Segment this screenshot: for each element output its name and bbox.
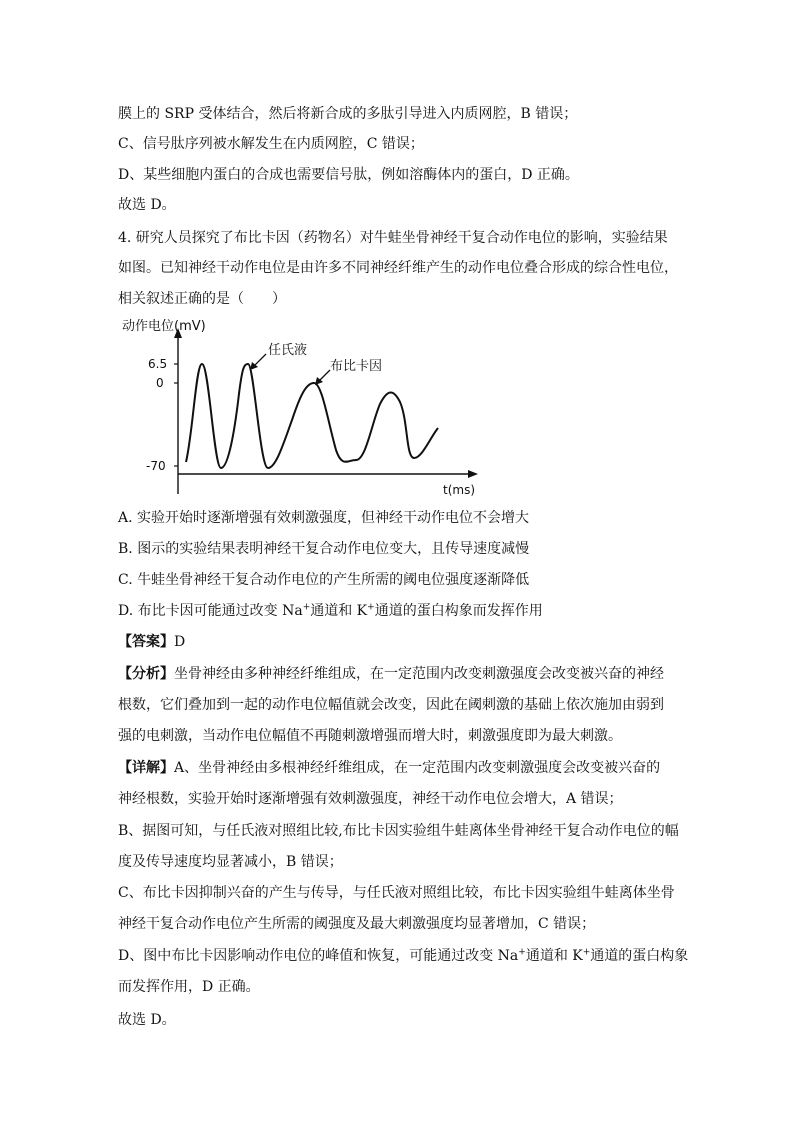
y-axis-label: 动作电位(mV) (122, 319, 206, 334)
answer-line (118, 632, 185, 652)
y-tick-label: -70 (146, 459, 166, 473)
question-stem: 如图。已知神经干动作电位是由许多不同神经纤维产生的动作电位叠合形成的综合性电位， (118, 260, 678, 276)
answer-label: 【答案】 (118, 634, 174, 650)
analysis-line: 根数，它们叠加到一起的动作电位幅值就会改变，因此在阈刺激的基础上依次施加由弱到 (118, 697, 664, 713)
potential-curve (186, 364, 438, 468)
detail-line: 神经干复合动作电位产生所需的阈强度及最大刺激强度均显著增加，C 错误； (118, 916, 596, 932)
option-c: C. 牛蛙坐骨神经干复合动作电位的产生所需的阈电位强度逐渐降低 (118, 572, 530, 588)
text-line: C、信号肽序列被水解发生在内质网腔，C 错误； (118, 136, 424, 152)
x-axis-arrow (468, 470, 478, 478)
y-tick-label: 0 (156, 376, 164, 390)
annotation-ringer: 任氏液 (268, 343, 308, 358)
text-line: 故选 D。 (118, 197, 176, 213)
question-stem: 4. 研究人员探究了布比卡因（药物名）对牛蛙坐骨神经干复合动作电位的影响，实验结果 (118, 230, 668, 246)
detail-line: 【详解】A、坐骨神经由多根神经纤维组成，在一定范围内改变刺激强度会改变被兴奋的 (118, 760, 661, 776)
detail-line: D、图中布比卡因影响动作电位的峰值和恢复，可能通过改变 Na+通道和 K+通道的蛋白构象 (118, 947, 689, 964)
annotation-bupivacaine: 布比卡因 (330, 359, 383, 374)
question-stem: 相关叙述正确的是（ ） (118, 291, 286, 307)
option-a: A. 实验开始时逐渐增强有效刺激强度，但神经干动作电位不会增大 (118, 510, 530, 526)
detail-line: 而发挥作用，D 正确。 (118, 979, 260, 995)
x-axis-label: t(ms) (443, 483, 476, 497)
analysis-label: 【分析】 (118, 666, 174, 682)
text-line: D、某些细胞内蛋白的合成也需要信号肽，例如溶酶体内的蛋白，D 正确。 (118, 167, 579, 183)
analysis-line: 【分析】坐骨神经由多种神经纤维组成，在一定范围内改变刺激强度会改变被兴奋的神经 (118, 666, 664, 682)
detail-label: 【详解】 (118, 760, 174, 776)
action-potential-chart (118, 312, 488, 502)
detail-line: C、布比卡因抑制兴奋的产生与传导，与任氏液对照组比较，布比卡因实验组牛蛙离体坐骨 (118, 885, 675, 901)
answer-value: D (174, 634, 186, 650)
y-tick-label: 6.5 (148, 357, 168, 371)
final-answer: 故选 D。 (118, 1012, 176, 1028)
detail-line: 神经根数，实验开始时逐渐增强有效刺激强度，神经干动作电位会增大，A 错误； (118, 791, 623, 807)
option-b: B. 图示的实验结果表明神经干复合动作电位变大，且传导速度减慢 (118, 541, 530, 557)
option-d: D. 布比卡因可能通过改变 Na+通道和 K+通道的蛋白构象而发挥作用 (118, 602, 543, 619)
text-line: 膜上的 SRP 受体结合，然后将新合成的多肽引导进入内质网腔，B 错误； (118, 106, 578, 122)
detail-line: 度及传导速度均显著减小，B 错误； (118, 854, 343, 870)
analysis-line: 强的电刺激，当动作电位幅值不再随刺激增强而增大时，刺激强度即为最大刺激。 (118, 728, 622, 744)
detail-line: B、据图可知，与任氏液对照组比较,布比卡因实验组牛蛙离体坐骨神经干复合动作电位的幅 (118, 823, 679, 839)
